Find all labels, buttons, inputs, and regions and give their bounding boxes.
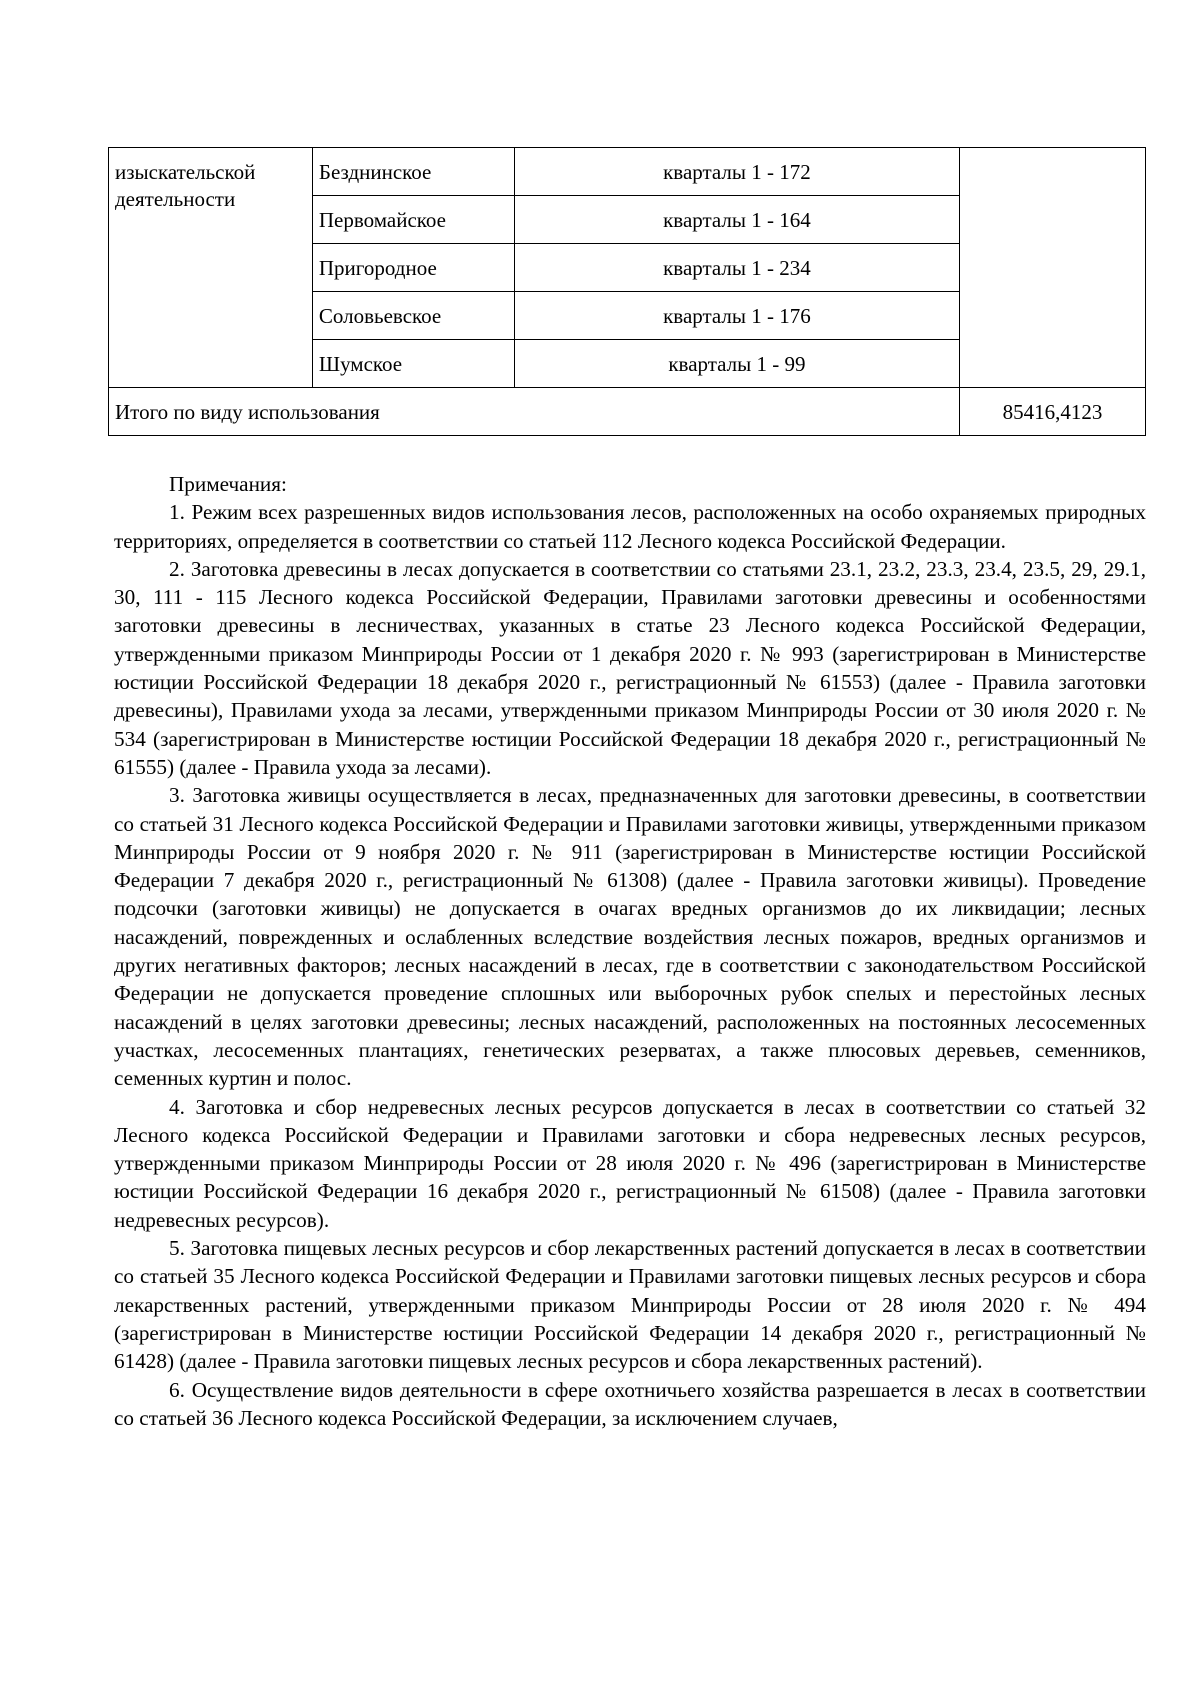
forest-use-table: [108, 147, 1146, 436]
total-label: Итого по виду использования: [109, 388, 960, 436]
total-value: 85416,4123: [960, 388, 1146, 436]
district-cell: Соловьевское: [312, 292, 514, 340]
note-paragraph: 5. Заготовка пищевых лесных ресурсов и сбор лекарственных растений допускается в лесах в соответствии со статьей 35 Лесного кодекса Российской Федерации и Правилами заготовки пищевых лесных ресурсов и сбора лекарственных растений, утвержденными приказом Минприроды России от 28 июля 2020 г. № 494 (зарегистрирован в Министерстве юстиции Российской Федерации 14 декабря 2020 г., регистрационный № 61428) (далее - Правила заготовки пищевых лесных ресурсов и сбора лекарственных растений).: [114, 1236, 1146, 1374]
quarters-cell: кварталы 1 - 172: [514, 148, 959, 196]
purpose-cell: изыскательской деятельности: [109, 148, 313, 388]
district-cell: Шумское: [312, 340, 514, 388]
note-paragraph: 3. Заготовка живицы осуществляется в лесах, предназначенных для заготовки древесины, в соответствии со статьей 31 Лесного кодекса Российской Федерации и Правилами заготовки живицы, утвержденными приказом Минприроды России от 9 ноября 2020 г. № 911 (зарегистрирован в Министерстве юстиции Российской Федерации 7 декабря 2020 г., регистрационный № 61308) (далее - Правила заготовки живицы). Проведение подсочки (заготовки живицы) не допускается в очагах вредных организмов до их ликвидации; лесных насаждений, поврежденных и ослабленных вследствие воздействия лесных пожаров, вредных организмов и других негативных факторов; лесных насаждений в лесах, где в соответствии с законодательством Российской Федерации не допускается проведение сплошных или выборочных рубок спелых и перестойных лесных насаждений в целях заготовки древесины; лесных насаждений, расположенных на постоянных лесосеменных участках, лесосеменных плантациях, генетических резерватах, а также плюсовых деревьев, семенников, семенных куртин и полос.: [114, 783, 1146, 1091]
area-cell: [960, 148, 1146, 388]
note-paragraph: 1. Режим всех разрешенных видов использования лесов, расположенных на особо охраняемых природных территориях, определяется в соответствии со статьей 112 Лесного кодекса Российской Федерации.: [114, 500, 1146, 553]
quarters-cell: кварталы 1 - 234: [514, 244, 959, 292]
note-paragraph: 6. Осуществление видов деятельности в сфере охотничьего хозяйства разрешается в лесах в соответствии со статьей 36 Лесного кодекса Российской Федерации, за исключением случаев,: [114, 1377, 1146, 1430]
note-paragraph: 4. Заготовка и сбор недревесных лесных ресурсов допускается в лесах в соответствии со статьей 32 Лесного кодекса Российской Федерации и Правилами заготовки и сбора недревесных лесных ресурсов, утвержденными приказом Минприроды России от 28 июля 2020 г. № 496 (зарегистрирован в Министерстве юстиции Российской Федерации 16 декабря 2020 г., регистрационный № 61508) (далее - Правила заготовки недревесных ресурсов).: [114, 1094, 1146, 1232]
quarters-cell: кварталы 1 - 176: [514, 292, 959, 340]
notes-section: [114, 470, 1146, 1432]
table-row: [109, 148, 1146, 196]
notes-heading: Примечания:: [169, 472, 287, 496]
table-total-row: [109, 388, 1146, 436]
quarters-cell: кварталы 1 - 99: [514, 340, 959, 388]
district-cell: Безднинское: [312, 148, 514, 196]
note-paragraph: 2. Заготовка древесины в лесах допускается в соответствии со статьями 23.1, 23.2, 23.3, 23.4, 23.5, 29, 29.1, 30, 111 - 115 Лесного кодекса Российской Федерации, Правилами заготовки древесины и особенностями заготовки древесины в лесничествах, указанных в статье 23 Лесного кодекса Российской Федерации, утвержденными приказом Минприроды России от 1 декабря 2020 г. № 993 (зарегистрирован в Министерстве юстиции Российской Федерации 18 декабря 2020 г., регистрационный № 61553) (далее - Правила заготовки древесины), Правилами ухода за лесами, утвержденными приказом Минприроды России от 30 июля 2020 г. № 534 (зарегистрирован в Министерстве юстиции Российской Федерации 18 декабря 2020 г., регистрационный № 61555) (далее - Правила ухода за лесами).: [114, 556, 1146, 779]
district-cell: Пригородное: [312, 244, 514, 292]
district-cell: Первомайское: [312, 196, 514, 244]
quarters-cell: кварталы 1 - 164: [514, 196, 959, 244]
